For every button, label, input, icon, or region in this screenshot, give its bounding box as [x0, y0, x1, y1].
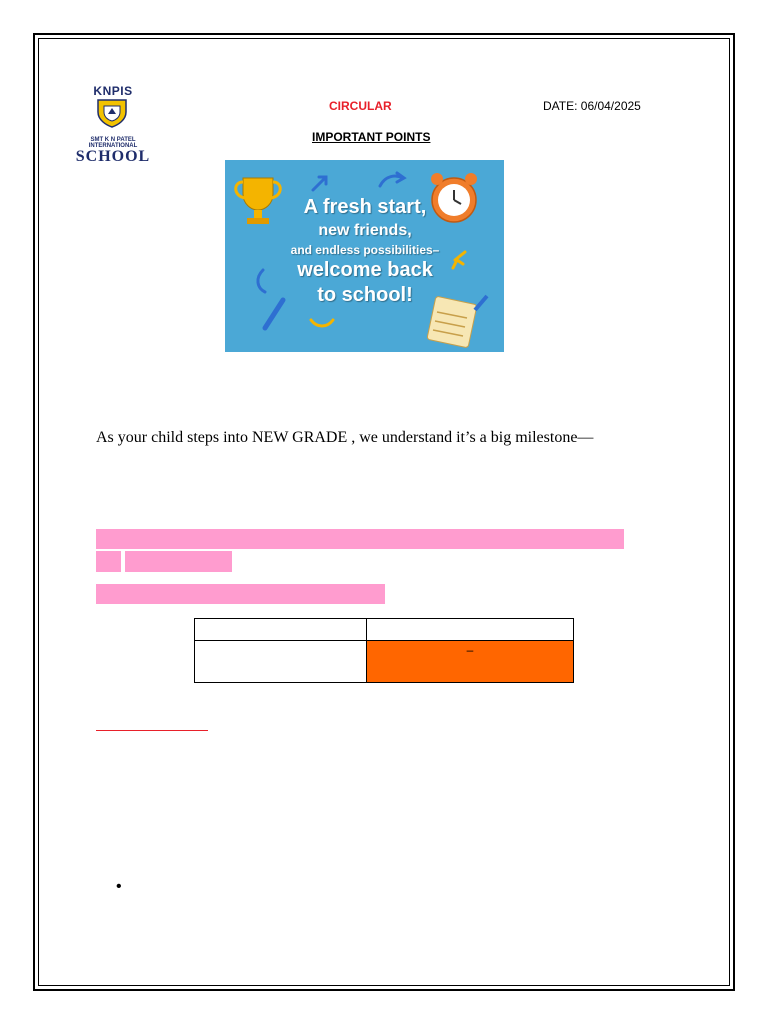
banner-line-5: to school! [317, 284, 413, 306]
banner-line-4: welcome back [297, 259, 433, 281]
table-cell [367, 619, 574, 641]
table-cell [195, 641, 367, 683]
intro-paragraph: As your child steps into NEW GRADE , we understand it’s a big milestone— [96, 429, 594, 446]
welcome-banner-image [225, 160, 504, 352]
table-dash: – [466, 643, 474, 657]
redacted-highlight [96, 529, 624, 549]
table-row [195, 641, 574, 683]
logo-school-word: SCHOOL [75, 148, 151, 165]
page-subtitle: IMPORTANT POINTS [312, 130, 431, 144]
redacted-highlight [96, 551, 121, 572]
circular-date: DATE: 06/04/2025 [543, 99, 641, 113]
banner-line-1: A fresh start, [303, 196, 427, 218]
logo-sub-line2: INTERNATIONAL [88, 143, 138, 149]
table-row [195, 619, 574, 641]
banner-line-3: and endless possibilities– [290, 243, 440, 257]
shield-icon [96, 98, 128, 128]
redacted-highlight [96, 584, 385, 604]
table-cell [195, 619, 367, 641]
info-table [194, 618, 574, 683]
bullet-point: • [116, 878, 122, 895]
circular-label: CIRCULAR [329, 99, 392, 113]
banner-text [225, 160, 504, 352]
red-underline-divider [96, 730, 208, 731]
redacted-highlight [125, 551, 232, 572]
school-logo [70, 84, 156, 164]
logo-brand: KNPIS [93, 84, 133, 98]
table-cell-orange [367, 641, 574, 683]
banner-line-2: new friends, [318, 222, 412, 239]
logo-sub-line1: SMT K N PATEL [90, 137, 136, 143]
